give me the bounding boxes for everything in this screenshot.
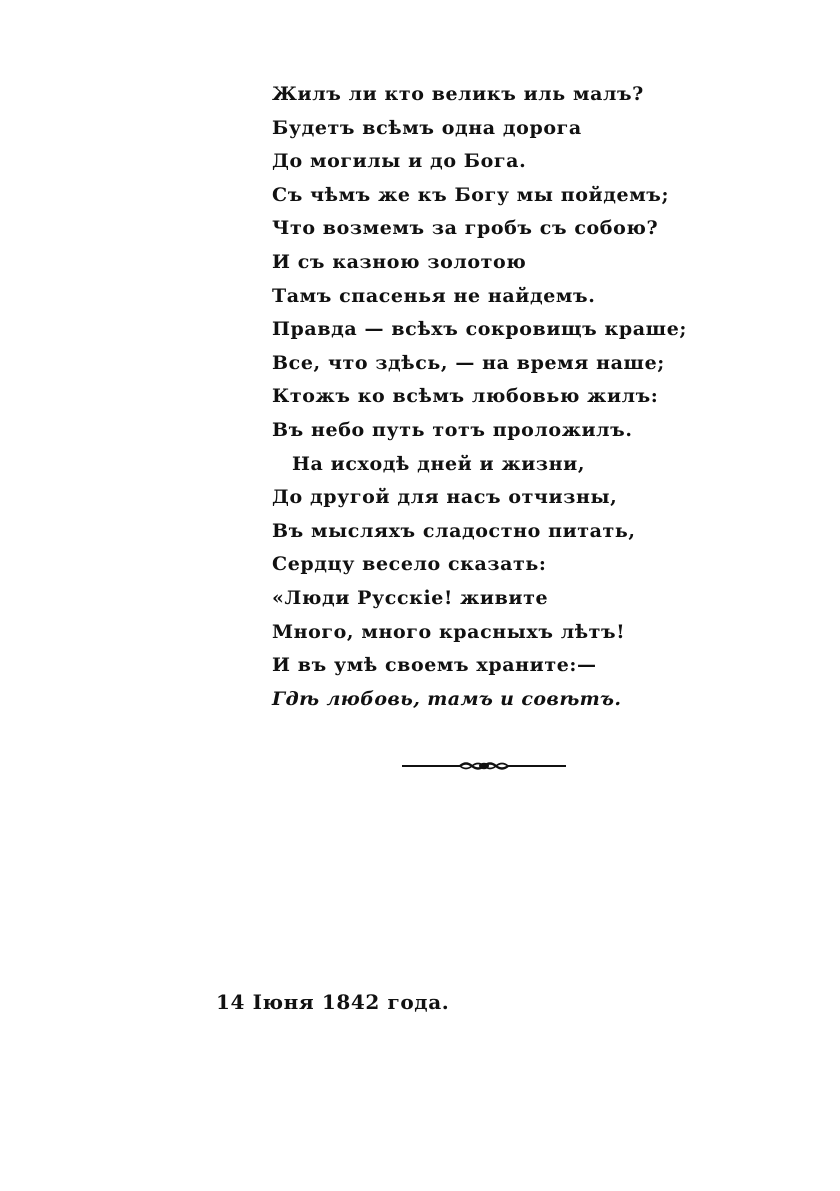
poem-line-13: До другой для насъ отчизны, [272, 486, 618, 509]
poem-line-6: И съ казною золотою [272, 250, 527, 273]
poem-line-9: Все, что здѣсь, — на время наше; [272, 351, 665, 374]
poem-stanza [272, 78, 692, 716]
poem-line-16: «Люди Русскіе! живите [272, 586, 549, 609]
poem-line-15: Сердцу весело сказать: [272, 553, 547, 576]
poem-line-8: Правда — всѣхъ сокровищъ краше; [272, 318, 687, 341]
date-line: 14 Іюня 1842 года. [216, 990, 450, 1014]
poem-line-11: Въ небо путь тотъ проложилъ. [272, 418, 633, 441]
poem-line-14: Въ мысляхъ сладостно питать, [272, 519, 636, 542]
poem-line-3: До могилы и до Бога. [272, 150, 527, 173]
poem-line-19: Гдѣ любовь, тамъ и совѣтъ. [272, 687, 622, 710]
poem-line-4: Съ чѣмъ же къ Богу мы пойдемъ; [272, 183, 670, 206]
poem-line-7: Тамъ спасенья не найдемъ. [272, 284, 596, 307]
ornament-divider [402, 759, 566, 773]
poem-line-10: Ктожъ ко всѣмъ любовью жилъ: [272, 385, 659, 408]
poem-line-2: Будетъ всѣмъ одна дорога [272, 116, 582, 139]
poem-line-18: И въ умѣ своемъ храните:— [272, 654, 597, 677]
poem-line-5: Что возмемъ за гробъ съ собою? [272, 217, 659, 240]
poem-line-12: На исходѣ дней и жизни, [292, 452, 586, 475]
poem-line-1: Жилъ ли кто великъ иль малъ? [272, 83, 644, 105]
poem-line-17: Много, много красныхъ лѣтъ! [272, 620, 626, 643]
